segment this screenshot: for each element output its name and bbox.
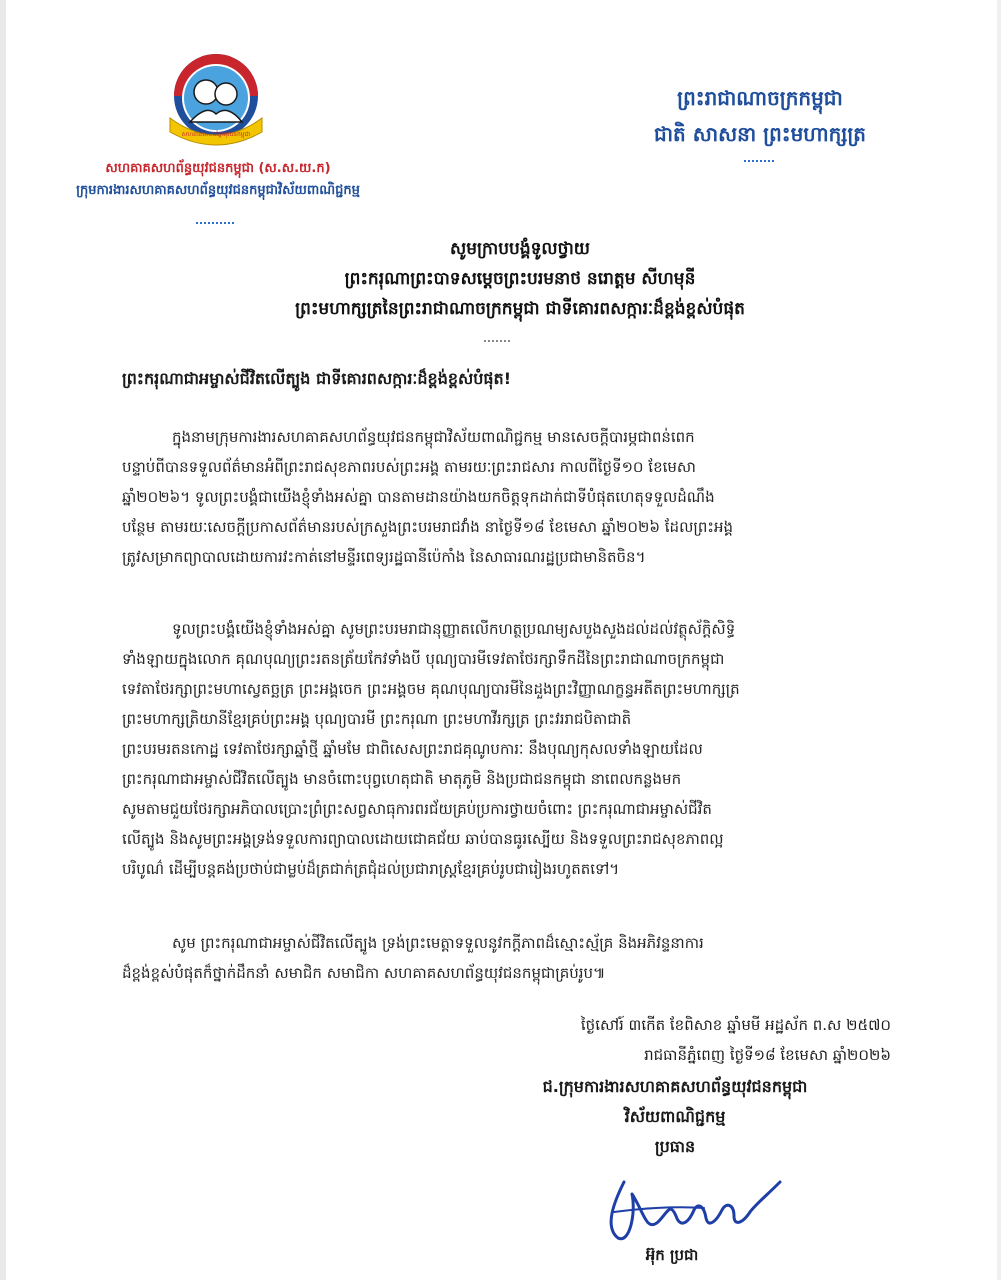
paragraph-line: បន្ថែម តាមរយៈសេចក្ដីប្រកាសព័ត៌មានរបស់ក្រសួងព្រះបរមរាជវាំង នាថ្ងៃទី១៨ ខែមេសា ឆ្នាំ២០២៦ ដែលព្រះអង្គ: [122, 518, 733, 536]
paragraph-line: បរិបូណ៌ ដើម្បីបន្តគង់ប្រថាប់ជាម្លប់ដ៏ត្រជាក់ត្រជុំដល់ប្រជារាស្ត្រខ្មែរគ្រប់រូបជារៀងរហូតតទៅ។: [122, 860, 620, 878]
paragraph-line: ក្នុងនាមក្រុមការងារសហគាគសហព័ន្ធយុវជនកម្ពុជាវិស័យពាណិជ្ជកម្ម មានសេចក្ដីបារម្ភជាពន់ពេក: [172, 428, 695, 446]
paragraph-line: ព្រះករុណាជាអម្ចាស់ជីវិតលើត្បូង មានចំពោះបុព្វហេតុជាតិ មាតុភូមិ និងប្រជាជនកម្ពុជា នាពេលកន្លងមក: [122, 770, 682, 788]
organization-logo: [150, 52, 282, 148]
paragraph-line: ព្រះបរមរតនកោដ្ឋ ទេវតាថែរក្សាឆ្នាំថ្មី ឆ្នាំមមែ ជាពិសេសព្រះរាជគុណូបការៈ នឹងបុណ្យកុសលទាំងឡាយដែល: [122, 740, 703, 758]
place-date: រាជធានីភ្នំពេញ ថ្ងៃទី១៨ ខែមេសា ឆ្នាំ២០២៦: [644, 1046, 891, 1064]
national-motto: [630, 80, 890, 152]
paragraph-line: សូមតាមជួយថែរក្សាអភិបាលប្រោះព្រំព្រះសព្វសាធុការពរជ័យគ្រប់ប្រការថ្វាយចំពោះ ព្រះករុណាជាអម្ចាស់ជីវិត: [122, 800, 712, 818]
divider-dots-right: [744, 160, 774, 162]
divider-dots-middle: [484, 340, 510, 342]
page-edge-left: [0, 0, 6, 1280]
sign-line1: ជ.ក្រុមការងារសហគាគសហព័ន្ធយុវជនកម្ពុជា: [542, 1077, 808, 1096]
closing-dates: [581, 1010, 891, 1070]
paragraph-3: [122, 928, 912, 988]
page-edge-right: [997, 0, 1001, 1280]
paragraph-line: ទូលព្រះបង្គំយើងខ្ញុំទាំងអស់គ្នា សូមព្រះបរមរាជានុញ្ញាតលើកហត្ថប្រណម្យសបួងសួងដល់ដល់វត្ថុស័ក្តិសិទ្ធិ: [172, 620, 736, 638]
recipient-line3: ព្រះមហាក្សត្រនៃព្រះរាជាណាចក្រកម្ពុជា ជាទីគោរពសក្ការៈដ៏ខ្ពង់ខ្ពស់បំផុត: [295, 299, 745, 319]
signer-name: អ៊ុក ប្រជា: [645, 1246, 699, 1264]
paragraph-line: ទេវតាថែរក្សាព្រះមហាស្វេតច្ឆត្រ ព្រះអង្គចេក ព្រះអង្គចម គុណបុណ្យបារមីនៃដួងព្រះវិញ្ញាណក្ខន្ធអតីតព្រះមហាក្សត្រ: [122, 680, 740, 698]
paragraph-line: ដ៏ខ្ពង់ខ្ពស់បំផុតក៏ថ្នាក់ដឹកនាំ សមាជិក សមាជិកា សហគាគសហព័ន្ធយុវជនកម្ពុជាគ្រប់រូប៕: [122, 964, 606, 982]
paragraph-line: ទាំងឡាយក្នុងលោក គុណបុណ្យព្រះរតនត្រ័យកែវទាំងបី បុណ្យបារមីទេវតាថែរក្សាទឹកដីនៃព្រះរាជាណាចក្រកម្ពុជា: [122, 650, 725, 668]
recipient-line2: ព្រះករុណាព្រះបាទសម្ដេចព្រះបរមនាថ នរោត្តម សីហមុនី: [344, 269, 696, 289]
sign-line2: វិស័យពាណិជ្ជកម្ម: [624, 1107, 726, 1126]
signer-title: ប្រធាន: [654, 1137, 696, 1156]
salutation: ព្រះករុណាជាអម្ចាស់ជីវិតលើត្បូង ជាទីគោរពសក្ការៈដ៏ខ្ពង់ខ្ពស់បំផុត!: [122, 369, 511, 388]
org-name-line2: ក្រុមការងារសហគាគសហព័ន្ធយុវជនកម្ពុជាវិស័យពាណិជ្ជកម្ម: [76, 183, 360, 198]
paragraph-line: សូម ព្រះករុណាជាអម្ចាស់ជីវិតលើត្បូង ទ្រង់ព្រះមេត្តាទទួលនូវកក្ដីភាពដ៏ស្មោះស្ម័គ្រ និងអភិវន្ទនាការ: [172, 934, 704, 952]
divider-dots-left: [196, 222, 236, 224]
paragraph-2: [122, 614, 912, 884]
logo-ribbon-text: សហគាគសហព័ន្ធយុវជនកម្ពុជា: [181, 131, 251, 138]
paragraph-line: លើត្បូង និងសូមព្រះអង្គទ្រង់ទទួលការព្យាបាលដោយជោគជ័យ ឆាប់បានធូរស្បើយ និងទទួលព្រះរាជសុខភាពល្អ: [122, 830, 724, 848]
organization-name: [18, 158, 418, 202]
paragraph-line: បន្ទាប់ពីបានទទួលព័ត៌មានអំពីព្រះរាជសុខភាពរបស់ព្រះអង្គ តាមរយៈព្រះរាជសារ កាលពីថ្ងៃទី១០ ខែមេសា: [122, 458, 696, 476]
lunar-date: ថ្ងៃសៅរ៍ ៣កើត ខែពិសាខ ឆ្នាំមមី អដ្ឋស័ក ព.ស ២៥៧០: [580, 1016, 891, 1034]
recipient-line1: សូមក្រាបបង្គំទូលថ្វាយ: [450, 239, 590, 259]
motto-line2: ជាតិ សាសនា ព្រះមហាក្សត្រ: [654, 122, 866, 146]
motto-line1: ព្រះរាជាណាចក្រកម្ពុជា: [677, 86, 843, 110]
recipient-block: [160, 234, 880, 324]
paragraph-1: [122, 422, 912, 572]
paragraph-line: ព្រះមហាក្សត្រិយានីខ្មែរគ្រប់ព្រះអង្គ បុណ្យបារមី ព្រះករុណា ព្រះមហាវីរក្សត្រ ព្រះវររាជបិតាជាតិ: [122, 710, 632, 728]
paragraph-line: ត្រូវសម្រាកព្យាបាលដោយការវះកាត់នៅមន្ទីរពេទ្យរដ្ឋធានីប៉េកាំង នៃសាធារណរដ្ឋប្រជាមានិតចិន។: [122, 548, 646, 566]
paragraph-line: ឆ្នាំ២០២៦។ ទូលព្រះបង្គំជាយើងខ្ញុំទាំងអស់គ្នា បានតាមដានយ៉ាងយកចិត្តទុកដាក់ជាទីបំផុតហេតុទទួលដំណឹង: [122, 488, 715, 506]
signature-block: [470, 1072, 880, 1162]
handwritten-signature: [584, 1172, 794, 1250]
org-name-line1: សហគាគសហព័ន្ធយុវជនកម្ពុជា (ស.ស.យ.ក): [105, 161, 331, 176]
